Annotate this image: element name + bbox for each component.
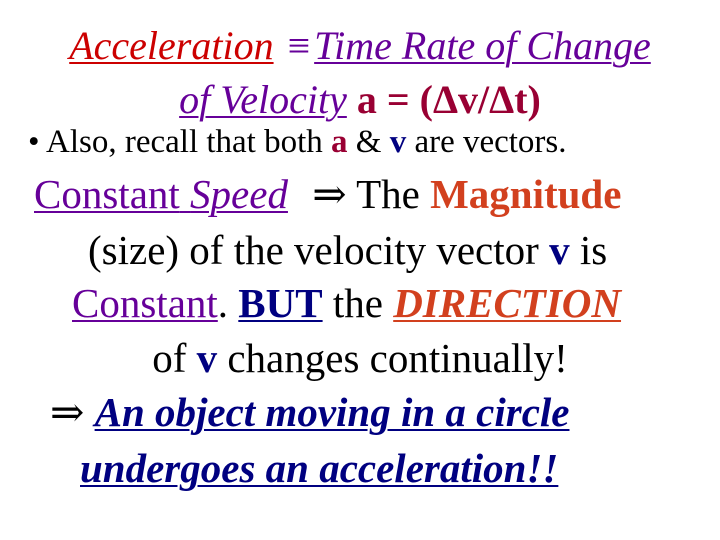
body-line-5	[50, 388, 720, 436]
v-symbol-2: v	[196, 335, 218, 381]
body-line-4	[0, 334, 720, 382]
changes-text: changes continually!	[227, 335, 568, 381]
definition-phrase: Time Rate of Change	[314, 23, 651, 68]
bullet-marker: •	[28, 124, 40, 160]
body-line-3	[72, 279, 720, 327]
body-line-1	[34, 170, 720, 218]
title-line-2	[0, 76, 720, 123]
magnitude-word: Magnitude	[430, 171, 622, 217]
direction-word: DIRECTION	[393, 280, 622, 326]
acceleration-statement: undergoes an acceleration!!	[80, 445, 559, 491]
size-text: (size) of the velocity vector	[88, 227, 539, 273]
period: .	[217, 280, 229, 326]
is-word: is	[579, 227, 608, 273]
bullet-text-a: Also, recall that both	[46, 124, 323, 160]
equivalence-symbol: ≡	[287, 23, 311, 68]
title-line-1	[0, 22, 720, 69]
constant-word: Constant	[72, 280, 218, 326]
body-line-2	[88, 226, 720, 274]
bullet-line	[28, 124, 720, 161]
the-word-2: the	[332, 280, 383, 326]
acceleration-term: Acceleration	[69, 23, 274, 68]
but-word: BUT	[238, 280, 323, 326]
bullet-text-b: are vectors.	[414, 124, 567, 160]
constant-speed-a: Constant	[34, 171, 180, 217]
implies-arrow-1: ⇒	[312, 171, 347, 217]
bullet-amp: &	[355, 124, 382, 160]
of-word: of	[152, 335, 187, 381]
v-symbol-1: v	[549, 227, 570, 273]
body-line-6	[80, 444, 720, 492]
the-word: The	[356, 171, 420, 217]
implies-arrow-2: ⇒	[50, 389, 85, 435]
circle-statement: An object moving in a circle	[94, 389, 570, 435]
acceleration-formula: a = (Δv/Δt)	[356, 77, 541, 122]
velocity-phrase: of Velocity	[179, 77, 347, 122]
bullet-var-v: v	[389, 124, 407, 160]
constant-speed-b: Speed	[190, 171, 288, 217]
bullet-var-a: a	[331, 124, 348, 160]
